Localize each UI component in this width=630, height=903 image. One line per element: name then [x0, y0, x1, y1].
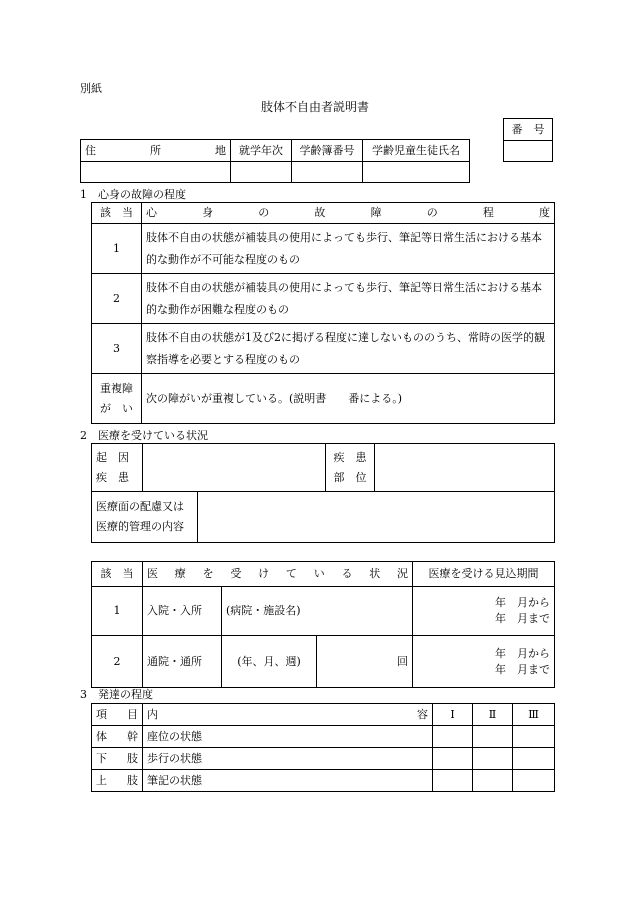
- table-row: [92, 587, 555, 636]
- period-header: 医療を受ける見込期間: [413, 562, 555, 587]
- multiple-disability-row: [92, 374, 555, 424]
- medical-status-table: [91, 561, 555, 688]
- grade-1-cell[interactable]: [433, 726, 473, 748]
- table-row: [92, 224, 555, 274]
- row-number: 2: [92, 274, 142, 324]
- care-period[interactable]: 年 月から 年 月まで: [413, 636, 555, 688]
- grade-2-header: Ⅱ: [473, 704, 513, 726]
- number-box: [503, 118, 553, 162]
- content-header: 内 容: [143, 704, 433, 726]
- care-type: 通院・通所: [143, 636, 222, 688]
- degree-header: 心 身 の 故 障 の 程 度: [142, 203, 555, 224]
- item-label: 体 幹: [92, 726, 143, 748]
- row-number: 3: [92, 324, 142, 374]
- document-title: 肢体不自由者説明書: [260, 100, 369, 114]
- item-content: 座位の状態: [143, 726, 433, 748]
- table-row: [92, 274, 555, 324]
- item-label: 上 肢: [92, 770, 143, 792]
- grade-2-cell[interactable]: [473, 748, 513, 770]
- section1-title: 1 心身の故障の程度: [80, 188, 186, 201]
- care-period[interactable]: 年 月から 年 月まで: [413, 587, 555, 636]
- development-table: [91, 703, 555, 792]
- multiple-text: 次の障がいが重複している。(説明書 番による。): [142, 374, 555, 424]
- grade-3-cell[interactable]: [513, 726, 555, 748]
- disease-site-value[interactable]: [375, 444, 555, 492]
- care-frequency-unit[interactable]: (年、月、週): [222, 636, 317, 688]
- disability-degree-table: [91, 202, 555, 424]
- table-row: [92, 726, 555, 748]
- item-content: 歩行の状態: [143, 748, 433, 770]
- medical-info-table: [91, 443, 555, 492]
- row-number: 1: [92, 224, 142, 274]
- section3-title: 3 発達の程度: [80, 688, 153, 701]
- care-detail[interactable]: (病院・施設名): [222, 587, 413, 636]
- table-row: [92, 636, 555, 688]
- cause-disease-value[interactable]: [143, 444, 326, 492]
- status-header: 医 療 を 受 け て い る 状 況: [143, 562, 413, 587]
- status-applicable-header: 該 当: [92, 562, 143, 587]
- care-type: 入院・入所: [143, 587, 222, 636]
- grade-year-value[interactable]: [231, 162, 292, 183]
- cause-disease-label: 起 因 疾 患: [92, 444, 143, 492]
- grade-1-cell[interactable]: [433, 748, 473, 770]
- grade-3-cell[interactable]: [513, 770, 555, 792]
- row-description: 肢体不自由の状態が1及び2に掲げる程度に達しないもののうち、常時の医学的観察指導を必要とする程度のもの: [142, 324, 555, 374]
- grade-year-header: 就学年次: [231, 140, 292, 162]
- address-header: 住 所 地: [81, 140, 231, 162]
- register-number-header: 学齢簿番号: [292, 140, 363, 162]
- grade-2-cell[interactable]: [473, 726, 513, 748]
- student-info-table: [80, 139, 470, 183]
- number-header: 番 号: [504, 119, 553, 141]
- table-row: [92, 324, 555, 374]
- register-number-value[interactable]: [292, 162, 363, 183]
- grade-2-cell[interactable]: [473, 770, 513, 792]
- table-row: [92, 770, 555, 792]
- row-number: 1: [92, 587, 143, 636]
- item-label: 下 肢: [92, 748, 143, 770]
- document-label: 別紙: [80, 82, 102, 95]
- disease-site-label: 疾 患 部 位: [326, 444, 375, 492]
- row-description: 肢体不自由の状態が補装具の使用によっても歩行、筆記等日常生活における基本的な動作が不可能な程度のもの: [142, 224, 555, 274]
- medical-consideration-table: [91, 491, 555, 543]
- item-header: 項 目: [92, 704, 143, 726]
- row-description: 肢体不自由の状態が補装具の使用によっても歩行、筆記等日常生活における基本的な動作が困難な程度のもの: [142, 274, 555, 324]
- table-row: [92, 748, 555, 770]
- grade-1-cell[interactable]: [433, 770, 473, 792]
- care-frequency-count[interactable]: 回: [317, 636, 413, 688]
- address-value[interactable]: [81, 162, 231, 183]
- section2-title: 2 医療を受けている状況: [80, 429, 208, 442]
- consideration-label: 医療面の配慮又は 医療的管理の内容: [92, 492, 198, 543]
- grade-3-header: Ⅲ: [513, 704, 555, 726]
- student-name-header: 学齢児童生徒氏名: [363, 140, 470, 162]
- item-content: 筆記の状態: [143, 770, 433, 792]
- applicable-header: 該 当: [92, 203, 142, 224]
- number-value[interactable]: [504, 141, 553, 162]
- consideration-value[interactable]: [198, 492, 555, 543]
- grade-1-header: Ⅰ: [433, 704, 473, 726]
- grade-3-cell[interactable]: [513, 748, 555, 770]
- multiple-label: 重複障 が い: [92, 374, 142, 424]
- student-name-value[interactable]: [363, 162, 470, 183]
- row-number: 2: [92, 636, 143, 688]
